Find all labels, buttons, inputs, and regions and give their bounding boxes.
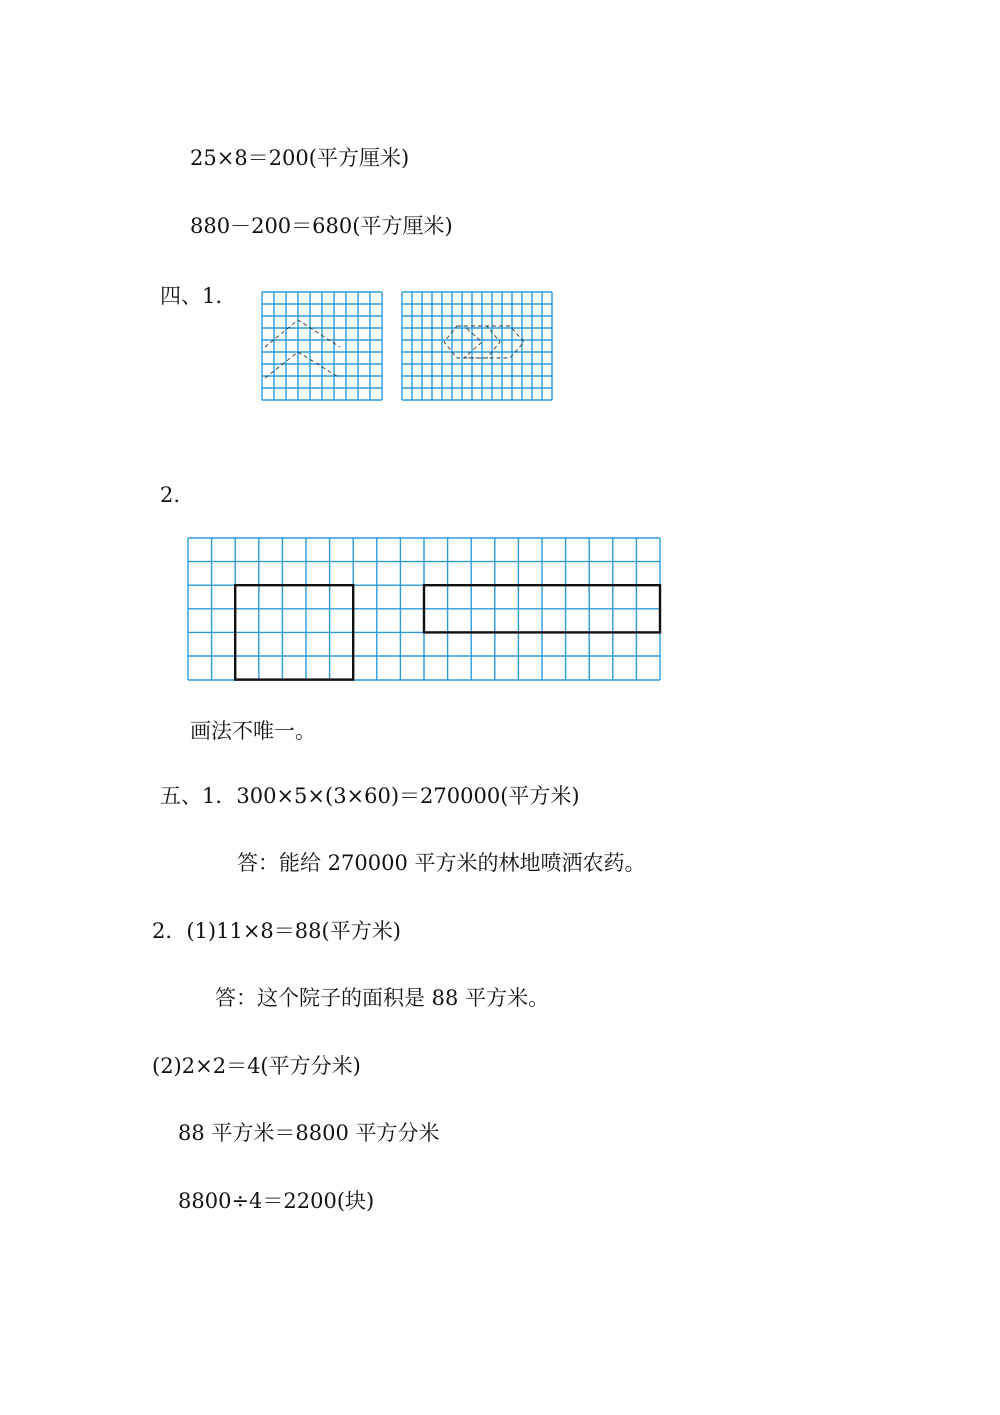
section-5-item-2-part-1-answer: 答：这个院子的面积是 88 平方米。 [215, 986, 550, 1010]
calc-line-2: 880－200＝680(平方厘米) [190, 214, 453, 238]
grid-lines [402, 292, 552, 400]
section-4-item-2-label: 2. [160, 483, 181, 507]
section-5-item-2-part-2-division: 8800÷4＝2200(块) [178, 1189, 375, 1213]
arrow-shape-lower [265, 352, 340, 378]
section-5-item-2-part-1: 2．(1)11×8＝88(平方米) [152, 919, 401, 943]
arrow-shape-upper [265, 320, 340, 347]
section-4-item-1-label: 四、1. [160, 284, 223, 308]
section-5-item-2-part-2-conversion: 88 平方米＝8800 平方分米 [178, 1121, 440, 1145]
section-5-item-2-part-2: (2)2×2＝4(平方分米) [152, 1054, 361, 1078]
calc-line-1: 25×8＝200(平方厘米) [190, 146, 410, 170]
section-5-item-1: 五、1．300×5×(3×60)＝270000(平方米) [160, 784, 580, 808]
grid-lines [262, 292, 382, 400]
figure-4-2-grid [188, 538, 664, 686]
figure-4-1-right-grid [402, 292, 554, 402]
figure-4-1-left-grid [262, 292, 384, 402]
hexagon-shape-right [464, 326, 524, 358]
section-5-item-1-answer: 答：能给 270000 平方米的林地喷洒农药。 [237, 851, 646, 875]
section-4-item-2-note: 画法不唯一。 [190, 719, 316, 743]
